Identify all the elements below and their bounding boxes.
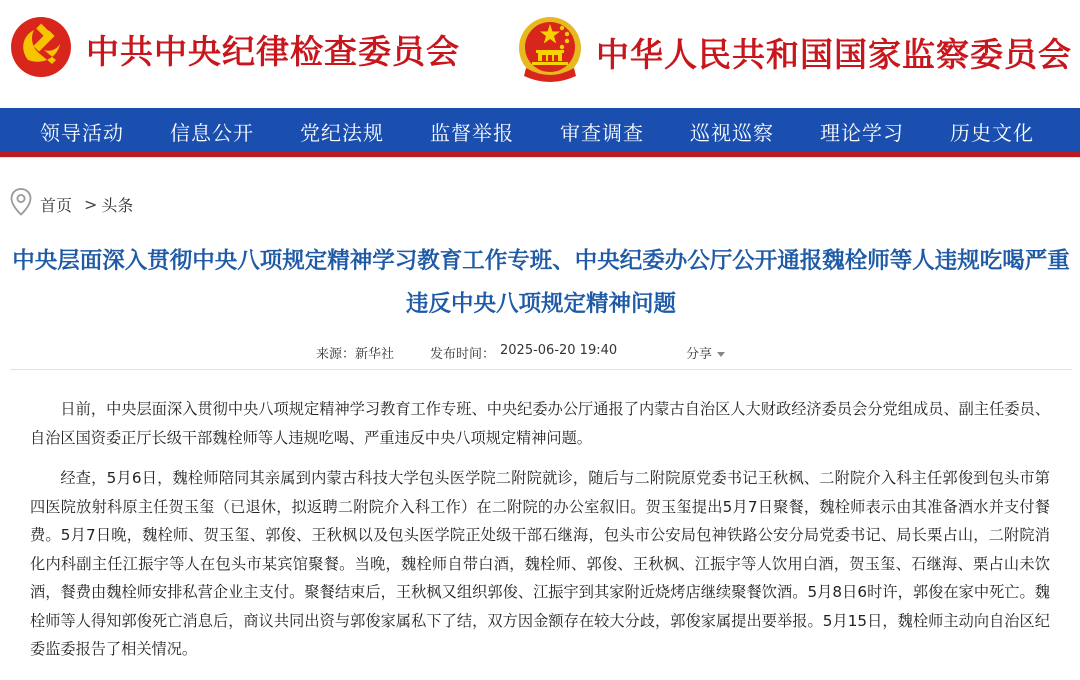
site-header [0, 0, 1080, 108]
article-paragraph: 日前，中央层面深入贯彻中央八项规定精神学习教育工作专班、中央纪委办公厅通报了内蒙古自治区人大财政经济委员会分党组成员、副主任委员、自治区国资委正厅长级干部魏栓师等人违规吃喝、严重违反中央八项规定精神问题。 [30, 400, 1050, 447]
publish-time-value: 2025-06-20 19:40 [500, 343, 618, 358]
chevron-down-icon [717, 352, 725, 357]
nav-item-leadership[interactable]: 领导活动 [40, 121, 124, 145]
share-dropdown[interactable] [686, 343, 725, 362]
publish-time-label: 发布时间： [430, 347, 496, 362]
article-source: 来源：新华社 [316, 347, 395, 362]
nav-item-theory[interactable]: 理论学习 [820, 121, 904, 145]
nsc-brand[interactable] [516, 14, 1072, 90]
article-paragraph: 经查，5月6日，魏栓师陪同其亲属到内蒙古科技大学包头医学院二附院就诊，随后与二附院原党委书记王秋枫、二附院介入科主任郭俊到包头市第四医院放射科原主任贺玉玺（已退休，拟返聘二附院介入科工作）在二附院的办公室叙旧。贺玉玺提出5月7日聚餐，魏栓师表示由其准备酒水并支付餐费。5月7日晚，魏栓师、贺玉玺、郭俊、王秋枫以及包头医学院正处级干部石继海，包头市公安局包神铁路公安分局党委书记、局长栗占山，二附院消化内科副主任江振宇等人在包头市某宾馆聚餐。当晚，魏栓师自带白酒，魏栓师、郭俊、王秋枫、江振宇等人饮用白酒，贺玉玺、石继海、栗占山未饮酒，餐费由魏栓师安排私营企业主支付。聚餐结束后，王秋枫又组织郭俊、江振宇到其家附近烧烤店继续聚餐饮酒。5月8日6时许，郭俊在家中死亡。魏栓师等人得知郭俊死亡消息后，商议共同出资与郭俊家属私下了结，双方因金额存在较大分歧，郭俊家属提出要举报。5月15日，魏栓师主动向自治区纪委监委报告了相关情况。 [30, 469, 1050, 658]
nav-divider [0, 157, 1080, 158]
party-emblem-icon [10, 16, 72, 82]
meta-divider [10, 369, 1072, 370]
share-label: 分享 [686, 347, 713, 362]
cpc-ccdi-brand[interactable] [10, 16, 460, 82]
breadcrumb-separator: > [84, 194, 98, 214]
nav-item-info-disclosure[interactable]: 信息公开 [170, 121, 254, 145]
national-emblem-icon [516, 14, 584, 90]
ccdi-brand-name: 中共中央纪律检查委员会 [86, 31, 460, 71]
nav-item-inspection[interactable]: 巡视巡察 [690, 121, 774, 145]
article-body [30, 395, 1050, 676]
nav-item-investigation[interactable]: 审查调查 [560, 121, 644, 145]
nav-item-regulations[interactable]: 党纪法规 [300, 121, 384, 145]
nav-item-history[interactable]: 历史文化 [950, 121, 1034, 145]
breadcrumb-home-link[interactable]: 首页 [40, 195, 73, 215]
main-nav [0, 108, 1080, 157]
article-title: 中央层面深入贯彻中央八项规定精神学习教育工作专班、中央纪委办公厅公开通报魏栓师等人违规吃喝严重违反中央八项规定精神问题 [12, 248, 1070, 317]
nsc-brand-name: 中华人民共和国国家监察委员会 [596, 34, 1072, 74]
location-pin-icon [10, 188, 32, 220]
nav-item-supervision-report[interactable]: 监督举报 [430, 121, 514, 145]
breadcrumb-current[interactable]: 头条 [101, 195, 134, 215]
breadcrumb [10, 188, 133, 220]
